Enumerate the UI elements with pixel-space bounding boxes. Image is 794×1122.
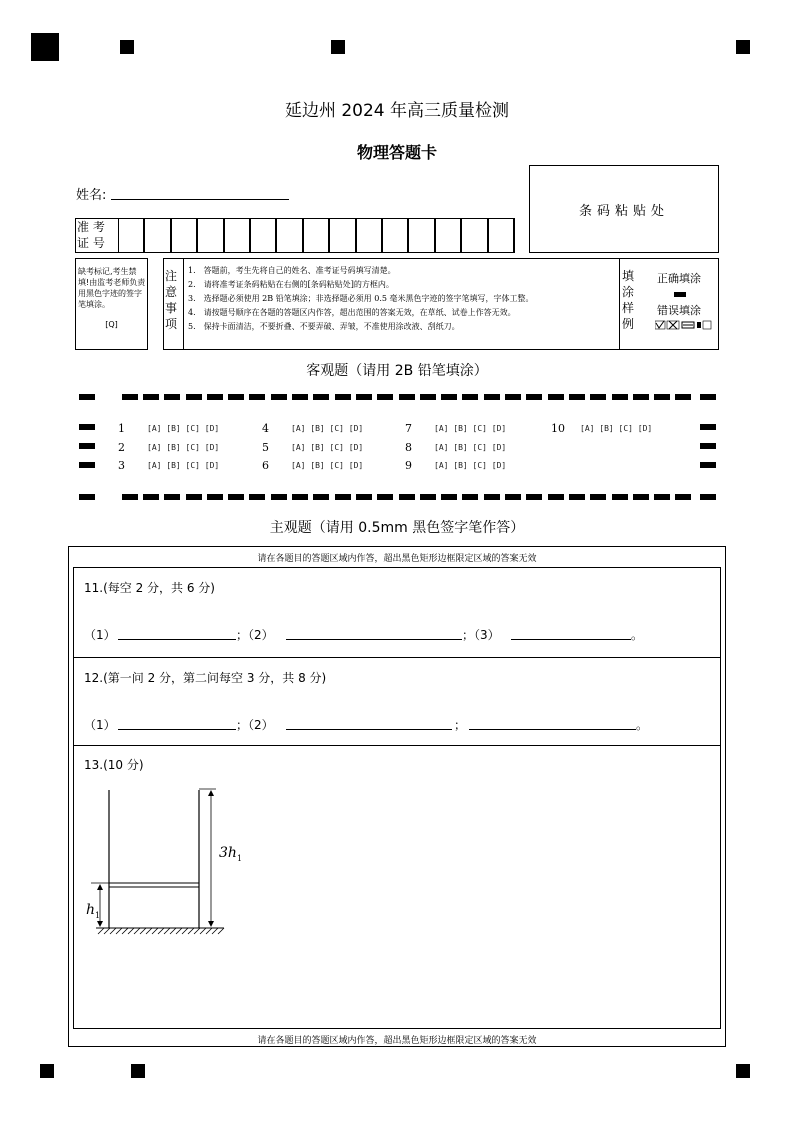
registration-mark <box>31 33 59 61</box>
registration-mark <box>331 40 345 54</box>
timing-mark <box>441 494 457 500</box>
exam-id-cell[interactable] <box>171 218 197 253</box>
timing-mark <box>79 394 95 400</box>
timing-mark <box>164 494 180 500</box>
timing-mark <box>292 494 308 500</box>
question-number: 7 <box>405 422 412 435</box>
registration-mark <box>40 1064 54 1078</box>
timing-mark <box>186 394 202 400</box>
subjective-notice-bottom: 请在各题目的答题区域内作答，超出黑色矩形边框限定区域的答案无效 <box>257 1036 537 1046</box>
q12-blank-1-label: （1） <box>84 718 116 732</box>
registration-mark <box>736 1064 750 1078</box>
timing-mark <box>675 394 691 400</box>
page-title: 延边州 2024 年高三质量检测 <box>284 101 510 121</box>
timing-mark <box>569 394 585 400</box>
exam-id-label <box>77 219 117 251</box>
exam-id-cell[interactable] <box>250 218 276 253</box>
timing-mark <box>612 494 628 500</box>
answer-options[interactable]: [A] [B] [C] [D] <box>147 424 220 433</box>
q11-blank-3[interactable] <box>511 623 631 640</box>
timing-mark <box>441 394 457 400</box>
q11-blank-1-label: （1） <box>84 628 116 642</box>
timing-mark <box>420 394 436 400</box>
timing-mark <box>700 462 716 468</box>
timing-mark <box>700 443 716 449</box>
answer-options[interactable]: [A] [B] [C] [D] <box>147 461 220 470</box>
exam-id-cell[interactable] <box>118 218 144 253</box>
timing-mark <box>356 394 372 400</box>
timing-mark <box>313 394 329 400</box>
answer-options[interactable]: [A] [B] [C] [D] <box>291 461 364 470</box>
timing-mark <box>249 494 265 500</box>
timing-mark <box>377 394 393 400</box>
subjective-title: 主观题（请用 0.5mm 黑色签字笔作答） <box>269 520 525 536</box>
timing-mark <box>590 494 606 500</box>
timing-mark <box>484 394 500 400</box>
timing-mark <box>143 394 159 400</box>
timing-mark <box>548 494 564 500</box>
fill-sample-label-char: 例 <box>622 317 635 331</box>
timing-mark <box>249 394 265 400</box>
timing-mark <box>675 494 691 500</box>
timing-mark <box>590 394 606 400</box>
timing-mark <box>335 394 351 400</box>
answer-options[interactable]: [A] [B] [C] [D] <box>434 443 507 452</box>
timing-mark <box>505 494 521 500</box>
answer-options[interactable]: [A] [B] [C] [D] <box>291 443 364 452</box>
timing-mark <box>484 494 500 500</box>
exam-id-cell[interactable] <box>197 218 223 253</box>
timing-mark <box>654 494 670 500</box>
timing-mark <box>356 494 372 500</box>
wrong-marks-icon <box>655 320 713 330</box>
timing-mark <box>420 494 436 500</box>
timing-mark <box>612 394 628 400</box>
exam-id-label-line: 准 考 <box>77 220 105 234</box>
exam-id-cell[interactable] <box>144 218 170 253</box>
exam-id-cell[interactable] <box>329 218 355 253</box>
answer-options[interactable]: [A] [B] [C] [D] <box>580 424 653 433</box>
name-field[interactable] <box>111 183 289 200</box>
timing-mark <box>700 424 716 430</box>
answer-options[interactable]: [A] [B] [C] [D] <box>147 443 220 452</box>
question-number: 4 <box>262 422 269 435</box>
notice-item: 5. 保持卡面清洁，不要折叠、不要弄破、弄皱，不准使用涂改液、刮纸刀。 <box>188 322 460 331</box>
notice-label-char: 事 <box>165 301 178 315</box>
timing-mark <box>700 494 716 500</box>
timing-mark <box>654 394 670 400</box>
exam-id-cell[interactable] <box>408 218 434 253</box>
registration-mark <box>736 40 750 54</box>
label-3h-text: 3h <box>219 845 237 861</box>
q12-blank-1[interactable] <box>118 713 236 730</box>
notice-label-char: 注 <box>165 269 178 283</box>
timing-mark <box>548 394 564 400</box>
answer-options[interactable]: [A] [B] [C] [D] <box>434 424 507 433</box>
registration-mark <box>131 1064 145 1078</box>
timing-mark <box>377 494 393 500</box>
timing-mark <box>79 462 95 468</box>
notice-item: 2. 请将准考证条码粘贴在右侧的[条码粘贴处]的方框内。 <box>188 280 394 289</box>
q13-label-h <box>86 902 100 920</box>
label-3h-sub: 1 <box>236 853 243 863</box>
notice-label-char: 意 <box>165 285 178 299</box>
timing-mark <box>505 394 521 400</box>
notice-item: 3. 选择题必须使用 2B 铅笔填涂；非选择题必须用 0.5 毫米黑色字迹的签字笔填写，字体工整。 <box>188 294 534 303</box>
q11-blank-1[interactable] <box>118 623 236 640</box>
name-label: 姓名: <box>76 188 107 203</box>
fill-sample-label-char: 涂 <box>622 285 635 299</box>
timing-mark <box>335 494 351 500</box>
timing-mark <box>271 394 287 400</box>
timing-mark <box>526 394 542 400</box>
timing-mark <box>399 394 415 400</box>
question-number: 9 <box>405 459 412 472</box>
q12-heading: 12.(第一问 2 分，第二问每空 3 分，共 8 分) <box>84 671 327 685</box>
answer-options[interactable]: [A] [B] [C] [D] <box>291 424 364 433</box>
q11-heading: 11.(每空 2 分，共 6 分) <box>84 581 215 595</box>
exam-id-cell[interactable] <box>224 218 250 253</box>
q11-end: 。 <box>631 628 644 642</box>
fill-sample-label-char: 填 <box>622 269 635 283</box>
objective-title: 客观题（请用 2B 铅笔填涂） <box>306 363 488 379</box>
timing-mark <box>79 494 95 500</box>
notice-list <box>188 264 618 334</box>
timing-mark <box>143 494 159 500</box>
registration-mark <box>120 40 134 54</box>
exam-id-cell[interactable] <box>356 218 382 253</box>
q13-figure <box>88 780 238 940</box>
timing-mark <box>164 394 180 400</box>
exam-id-cell[interactable] <box>303 218 329 253</box>
answer-options[interactable]: [A] [B] [C] [D] <box>434 461 507 470</box>
exam-id-cell[interactable] <box>382 218 408 253</box>
timing-mark <box>228 494 244 500</box>
exam-id-cell[interactable] <box>276 218 302 253</box>
timing-mark <box>700 394 716 400</box>
q12-blank-3[interactable] <box>469 713 636 730</box>
q12-blank-2[interactable] <box>286 713 452 730</box>
absent-mark-text: 缺考标记,考生禁填!由监考老师负责用黑色字迹的签字笔填涂。 <box>78 267 146 309</box>
timing-mark <box>399 494 415 500</box>
timing-mark <box>526 494 542 500</box>
question-number: 6 <box>262 459 269 472</box>
notice-label-char: 项 <box>165 317 178 331</box>
timing-mark <box>271 494 287 500</box>
question-number: 8 <box>405 441 412 454</box>
timing-mark <box>569 494 585 500</box>
exam-id-cell[interactable] <box>461 218 487 253</box>
fill-sample-label-char: 样 <box>622 301 635 315</box>
exam-id-cell[interactable] <box>488 218 514 253</box>
timing-mark <box>186 494 202 500</box>
question-number: 1 <box>118 422 125 435</box>
subjective-notice-top: 请在各题目的答题区域内作答，超出黑色矩形边框限定区域的答案无效 <box>257 554 537 564</box>
question-number: 10 <box>551 422 565 435</box>
timing-mark <box>207 494 223 500</box>
barcode-label: 条码粘贴处 <box>578 204 669 219</box>
notice-item: 1. 答题前，考生先将自己的姓名、准考证号码填写清楚。 <box>188 266 396 275</box>
timing-mark <box>122 394 138 400</box>
notice-item: 4. 请按题号顺序在各题的答题区内作答，超出范围的答案无效，在草纸、试卷上作答无效。 <box>188 308 516 317</box>
timing-mark <box>79 443 95 449</box>
q13-label-3h <box>219 845 242 863</box>
q12-blank-3-label: ； <box>454 718 467 732</box>
timing-mark <box>122 494 138 500</box>
fill-sample-correct-label: 正确填涂 <box>657 272 701 285</box>
absent-mark-box-q[interactable]: [Q] <box>105 320 118 329</box>
question-number: 5 <box>262 441 269 454</box>
timing-mark <box>313 494 329 500</box>
timing-mark <box>79 424 95 430</box>
exam-id-cell[interactable] <box>435 218 461 253</box>
fill-sample-divider <box>619 258 620 350</box>
timing-mark <box>228 394 244 400</box>
label-h-sub: 1 <box>95 910 101 920</box>
timing-mark <box>207 394 223 400</box>
question-number: 3 <box>118 459 125 472</box>
q11-blank-2-label: ；（2） <box>236 628 274 642</box>
fill-sample-wrong-marks <box>655 320 713 333</box>
fill-sample-correct-mark <box>674 292 686 297</box>
q11-blank-2[interactable] <box>286 623 462 640</box>
timing-mark <box>462 394 478 400</box>
question-number: 2 <box>118 441 125 454</box>
q11-blank-3-label: ；（3） <box>462 628 500 642</box>
fill-sample-wrong-label: 错误填涂 <box>657 304 701 317</box>
timing-mark <box>633 394 649 400</box>
label-h-text: h <box>86 902 96 918</box>
timing-mark <box>292 394 308 400</box>
timing-mark <box>462 494 478 500</box>
q13-heading: 13.(10 分) <box>84 758 144 772</box>
q12-end: 。 <box>636 718 649 732</box>
notice-label <box>165 268 181 332</box>
fill-sample-label <box>622 268 636 332</box>
exam-id-label-line: 证 号 <box>77 236 105 250</box>
timing-mark <box>633 494 649 500</box>
page-subtitle: 物理答题卡 <box>356 143 437 162</box>
notice-divider <box>183 258 184 350</box>
q12-blank-2-label: ；（2） <box>236 718 274 732</box>
